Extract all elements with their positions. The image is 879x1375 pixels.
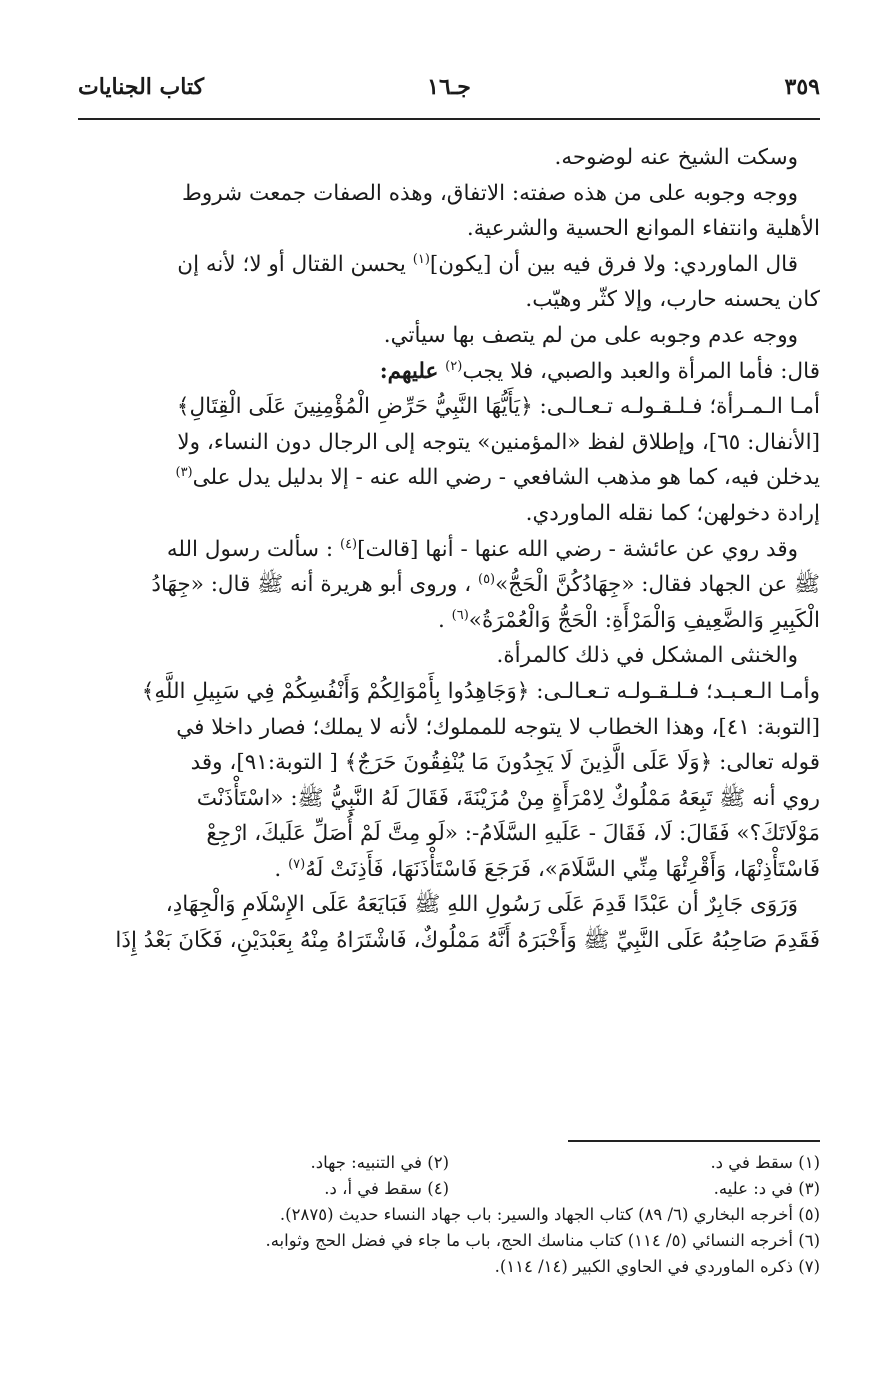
- quran-line: وأمـا الـعـبـد؛ فـلـقـولـه تـعـالـى: ﴿وَجَاهِدُوا بِأَمْوَالِكُمْ وَأَنْفُسِكُمْ فِي سَبِيلِ اللَّهِ﴾: [141, 678, 820, 704]
- text-line: ﷺ عن الجهاد فقال: «جِهَادُكُنَّ الْحَجُّ»$^{(٥)}$ ، وروى أبو هريرة أنه ﷺ قال: «جِهَادُ: [151, 571, 820, 598]
- text-line: إرادة دخولهن؛ كما نقله الماوردي.: [525, 500, 820, 526]
- text-line: روي أنه ﷺ تَبِعَهُ مَمْلُوكٌ لِامْرَأَةٍ مِنْ مُزَيْنَةَ، فَقَالَ لَهُ النَّبِيُّ ﷺ: «اسْتَأْذَنْتَ: [196, 785, 820, 811]
- footnote-marker: (٧): [288, 856, 306, 872]
- paragraph: [78, 247, 820, 318]
- paragraph: [78, 389, 820, 531]
- quran-line: أمـا الـمـرأة؛ فـلـقـولـه تـعـالـى: ﴿يَأَيُّهَا النَّبِيُّ حَرِّضِ الْمُؤْمِنِينَ عَلَى الْقِتَالِ﴾: [176, 394, 820, 420]
- text-line: يدخلن فيه، كما هو مذهب الشافعي - رضي الله عنه - إلا بدليل يدل على$^{(٣)}$: [175, 465, 820, 491]
- footnote-marker: (١): [412, 251, 430, 267]
- text-line: [الأنفال: ٦٥]، وإطلاق لفظ «المؤمنين» يتوجه إلى الرجال دون النساء، ولا: [177, 429, 820, 455]
- footnote-row: [78, 1176, 820, 1202]
- paragraph: [78, 638, 820, 674]
- text-line: ووجه عدم وجوبه على من لم يتصف بها سيأتي.: [383, 322, 798, 348]
- text-line: فَاسْتَأْذِنْهَا، وَأَقْرِئْهَا مِنِّي السَّلَامَ»، فَرَجَعَ فَاسْتَأْذَنَهَا، فَأَذِنَتْ لَهُ$^{(٧)}$ .: [274, 856, 820, 882]
- volume-label: جـ١٦: [427, 74, 471, 100]
- text-line: مَوْلَاتَكَ؟» فَقَالَ: لَا، فَقَالَ - عَلَيهِ السَّلَامُ-: «لَو مِتَّ لَمْ أُصَلِّ عَلَيكَ، ارْجِعْ: [206, 821, 820, 847]
- paragraph: [78, 532, 820, 639]
- paragraph: [78, 140, 820, 176]
- footnote: (٦) أخرجه النسائي (٥/ ١١٤) كتاب مناسك الحج، باب ما جاء في فضل الحج وثوابه.: [265, 1231, 820, 1250]
- text-line: فَقَدِمَ صَاحِبُهُ عَلَى النَّبِيِّ ﷺ وَأَخْبَرَهُ أَنَّهُ مَمْلُوكٌ، فَاشْتَرَاهُ مِنْهُ بِعَبْدَيْنِ، فَكَانَ بَعْدُ إِذَا: [115, 928, 820, 954]
- book-title: كتاب الجنايات: [78, 74, 205, 100]
- text-line: كان يحسنه حارب، وإلا كثّر وهيّب.: [525, 287, 820, 313]
- footnote-marker: (٤): [339, 536, 358, 552]
- text-line: ووجه وجوبه على من هذه صفته: الاتفاق، وهذه الصفات جمعت شروط: [182, 180, 798, 206]
- footnote-marker: (٢): [445, 358, 463, 374]
- footnote-marker: (٥): [477, 571, 496, 587]
- footnote-marker: (٣): [175, 465, 193, 481]
- text-line: [التوبة: ٤١]، وهذا الخطاب لا يتوجه للمملوك؛ لأنه لا يملك؛ فصار داخلا في: [176, 714, 820, 740]
- footnote-row: [78, 1254, 820, 1280]
- paragraph: [78, 318, 820, 354]
- footnote-row: [78, 1202, 820, 1228]
- header-rule: [78, 118, 820, 120]
- text-line: وسكت الشيخ عنه لوضوحه.: [554, 145, 798, 170]
- text-line: قال: فأما المرأة والعبد والصبي، فلا يجب$^{(٢)}$ عليهم:: [379, 358, 820, 384]
- footnote: (٣) في د: عليه.: [713, 1179, 820, 1198]
- text-line: وَرَوَى جَابِرٌ أن عَبْدًا قَدِمَ عَلَى رَسُولِ اللهِ ﷺ فَبَايَعَهُ عَلَى الإِسْلَامِ وَالْجِهَادِ،: [165, 892, 798, 918]
- footnotes: [78, 1150, 820, 1280]
- footnote: (١) سقط في د.: [710, 1153, 820, 1172]
- paragraph: [78, 674, 820, 888]
- text-line: قوله تعالى: ﴿وَلَا عَلَى الَّذِينَ لَا يَجِدُونَ مَا يُنْفِقُونَ حَرَجٌ﴾ [ التوبة:٩١]، وقد: [190, 750, 820, 776]
- footnote: (٥) أخرجه البخاري (٦/ ٨٩) كتاب الجهاد والسير: باب جهاد النساء حديث (٢٨٧٥).: [279, 1205, 820, 1224]
- paragraph: [78, 354, 820, 390]
- page-header: [78, 74, 820, 114]
- text-line: وقد روي عن عائشة - رضي الله عنها - أنها [قالت]$^{(٤)}$ : سألت رسول الله: [166, 536, 798, 562]
- page-number: ٣٥٩: [784, 74, 820, 100]
- text-line: والخنثى المشكل في ذلك كالمرأة.: [496, 643, 798, 669]
- footnote: (٢) في التنبيه: جهاد.: [310, 1153, 449, 1172]
- footnote-rule: [568, 1140, 820, 1142]
- footnote-row: [78, 1150, 820, 1176]
- text-line: الْكَبِيرِ وَالضَّعِيفِ وَالْمَرْأَةِ: الْحَجُّ وَالْعُمْرَةُ»$^{(٦)}$ .: [437, 607, 820, 633]
- text-line: قال الماوردي: ولا فرق فيه بين أن [يكون]$^{(١)}$ يحسن القتال أو لا؛ لأنه إن: [177, 251, 798, 277]
- main-text: [78, 140, 820, 959]
- paragraph: [78, 176, 820, 247]
- footnote-row: [78, 1228, 820, 1254]
- paragraph: [78, 887, 820, 958]
- text-line: الأهلية وانتفاء الموانع الحسية والشرعية.: [466, 216, 820, 242]
- footnote-marker: (٦): [451, 607, 469, 623]
- footnote: (٧) ذكره الماوردي في الحاوي الكبير (١٤/ ١١٤).: [494, 1257, 820, 1276]
- footnote: (٤) سقط في أ، د.: [324, 1179, 449, 1198]
